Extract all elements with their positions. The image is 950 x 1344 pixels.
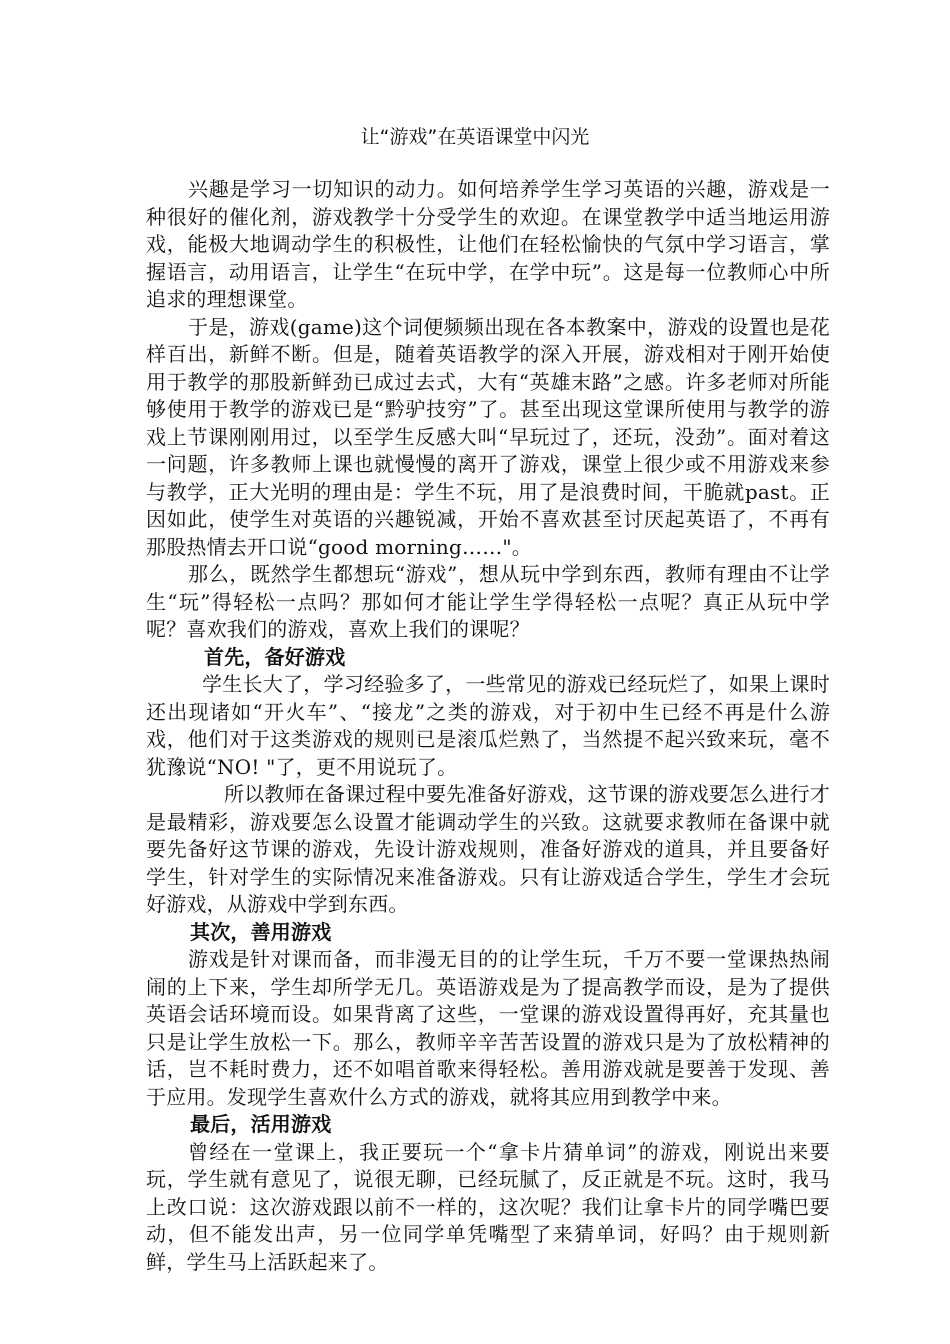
document-title: 让“游戏”在英语课堂中闪光: [360, 126, 590, 148]
paragraph-use-flexibly: 曾经在一堂课上，我正要玩一个“拿卡片猜单词”的游戏，刚说出来要玩，学生就有意见了，说很无聊，已经玩腻了，反正就是不玩。这时，我马上改口说：这次游戏跟以前不一样的，这次呢？我们让拿卡片的同学嘴巴要动，但不能发出声，另一位同学单凭嘴型了来猜单词，好吗？由于规则新鲜，学生马上活跃起来了。: [146, 1139, 830, 1274]
document-body: [146, 176, 830, 1276]
paragraph-intro: 兴趣是学习一切知识的动力。如何培养学生学习英语的兴趣，游戏是一种很好的催化剂，游戏教学十分受学生的欢迎。在课堂教学中适当地运用游戏，能极大地调动学生的积极性，让他们在轻松愉快的气氛中学习语言，掌握语言，动用语言，让学生“在玩中学，在学中玩”。这是每一位教师心中所追求的理想课堂。: [146, 177, 830, 311]
paragraph-game-overuse: 于是，游戏(game)这个词便频频出现在各本教案中，游戏的设置也是花样百出，新鲜不断。但是，随着英语教学的深入开展，游戏相对于刚开始使用于教学的那股新鲜劲已成过去式，大有“英雄末路”之感。许多老师对所能够使用于教学的游戏已是“黔驴技穷”了。甚至出现这堂课所使用与教学的游戏上节课刚刚用过，以至学生反感大叫“早玩过了，还玩，没劲”。面对着这一问题，许多教师上课也就慢慢的离开了游戏，课堂上很少或不用游戏来参与教学，正大光明的理由是：学生不玩，用了是浪费时间，干脆就past。正因如此，使学生对英语的兴趣锐减，开始不喜欢甚至讨厌起英语了，不再有那股热情去开口说“good morning……"。: [146, 314, 830, 559]
paragraph-question: 那么，既然学生都想玩“游戏”，想从玩中学到东西，教师有理由不让学生“玩”得轻松一点吗？那如何才能让学生学得轻松一点呢？真正从玩中学呢？喜欢我们的游戏，喜欢上我们的课呢？: [146, 562, 830, 641]
paragraph-prepare-1: 学生长大了，学习经验多了，一些常见的游戏已经玩烂了，如果上课时还出现诸如“开火车”、“接龙”之类的游戏，对于初中生已经不再是什么游戏，他们对于这类游戏的规则已是滚瓜烂熟了，当然提不起兴致来玩，毫不犹豫说“NO! "了，更不用说玩了。: [146, 672, 830, 779]
paragraph-use-well: 游戏是针对课而备，而非漫无目的的让学生玩，千万不要一堂课热热闹闹的上下来，学生却所学无几。英语游戏是为了提高教学而设，是为了提供英语会话环境而设。如果背离了这些，一堂课的游戏设置得再好，充其量也只是让学生放松一下。那么，教师辛辛苦苦设置的游戏只是为了放松精神的话，岂不耗时费力，还不如唱首歌来得轻松。善用游戏就是要善于发现、善于应用。发现学生喜欢什么方式的游戏，就将其应用到教学中来。: [146, 947, 830, 1109]
section-heading-use-well: 其次，善用游戏: [190, 919, 332, 944]
section-heading-prepare: 首先，备好游戏: [204, 644, 346, 669]
section-heading-use-flexibly: 最后，活用游戏: [190, 1112, 332, 1136]
paragraph-prepare-2: 所以教师在备课过程中要先准备好游戏，这节课的游戏要怎么进行才是最精彩，游戏要怎么设置才能调动学生的兴致。这就要求教师在备课中就要先备好这节课的游戏，先设计游戏规则，准备好游戏的道具，并且要备好学生，针对学生的实际情况来准备游戏。只有让游戏适合学生，学生才会玩好游戏，从游戏中学到东西。: [146, 782, 830, 916]
